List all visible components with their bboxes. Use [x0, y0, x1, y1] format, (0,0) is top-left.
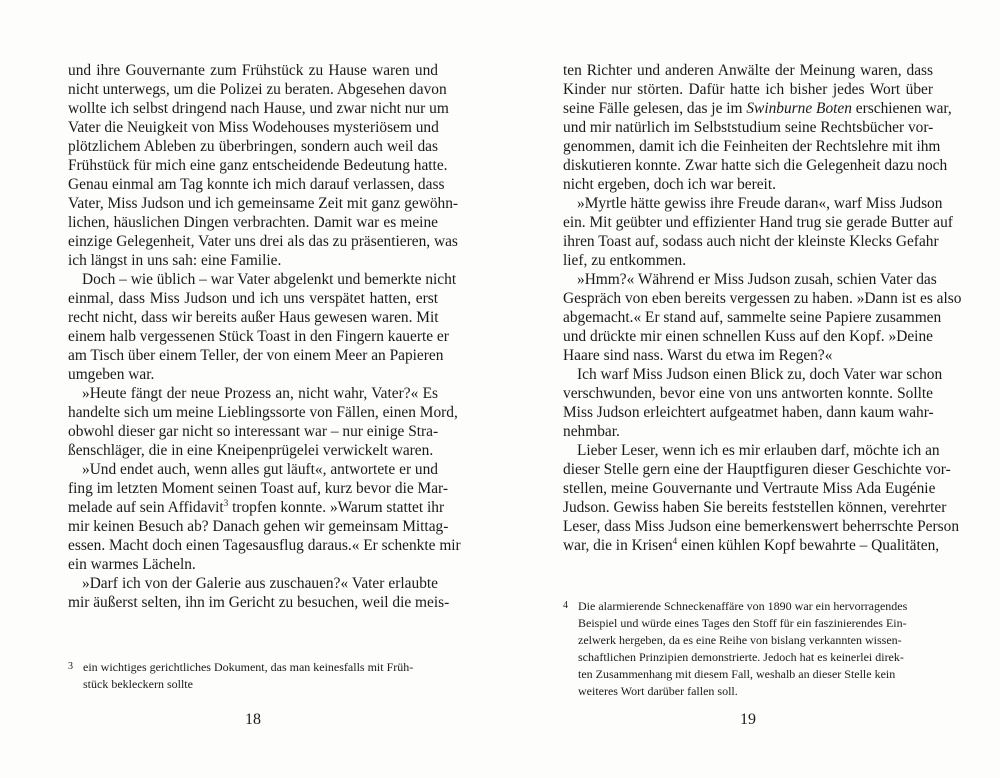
text-line: Gespräch von eben bereits vergessen zu haben. »Dann ist es also — [563, 290, 962, 307]
text-line: ein. Mit geübter und effizienter Hand trug sie gerade Butter auf — [563, 214, 953, 231]
text-line: Leser, dass Miss Judson eine bemerkenswert beherrschte Person — [563, 518, 960, 535]
text-line: lichen, häuslichen Dingen verbrachten. Damit war es meine — [68, 214, 438, 231]
text-line: handelte sich um meine Lieblingssorte von Fällen, einen Mord, — [68, 404, 458, 421]
footnote-line: zelwerk hergeben, da es eine Reihe von bislang verkannten wissen- — [578, 633, 902, 647]
text-line: diskutieren konnte. Zwar hatte sich die Gelegenheit dazu noch — [563, 157, 948, 174]
text-line: und ihre Gouvernante zum Frühstück zu Hause waren und — [68, 62, 438, 79]
text-line-with-footnote-ref — [563, 535, 940, 555]
text-line: Ich warf Miss Judson einen Blick zu, doch Vater war schon — [577, 366, 943, 383]
text-line: lief, zu entkommen. — [563, 252, 687, 269]
footnote-line: ten Zusammenhang mit diesem Fall, weshalb an dieser Stelle kein — [578, 667, 896, 681]
text-line: »Hmm?« Während er Miss Judson zusah, schien Vater das — [577, 271, 937, 288]
text-segment: war, die in Krisen — [563, 537, 673, 554]
footnote-ref: 3 — [223, 497, 229, 508]
footnote-line: stück bekleckern sollte — [83, 677, 193, 691]
text-line: ßenschläger, die in eine Kneipenprügelei verwickelt waren. — [68, 442, 434, 459]
text-line: Kinder nur störten. Dafür hatte ich bisher jedes Wort über — [563, 81, 933, 98]
left-page — [68, 0, 461, 778]
text-line: ein warmes Lächeln. — [68, 556, 196, 573]
text-line: mir äußerst selten, ihn im Gericht zu besuchen, weil die meis- — [68, 594, 450, 611]
footnote-line: Die alarmierende Schneckenaffäre von 1890 war ein hervorragendes — [578, 599, 908, 613]
text-line: stellen, meine Gouvernante und Vertraute Miss Ada Eugénie — [563, 480, 936, 497]
text-line: obwohl dieser gar nicht so interessant war – nur einige Stra- — [68, 423, 439, 440]
text-line: am Tisch über einem Teller, der von einem Meer an Papieren — [68, 347, 444, 364]
footnote-line: weiteres Wort darüber fallen soll. — [578, 684, 738, 698]
text-line: Genau einmal am Tag konnte ich mich darauf verlassen, dass — [68, 176, 445, 193]
text-line: verschwunden, bevor eine von uns antworten konnte. Sollte — [563, 385, 933, 402]
text-line: und mir natürlich im Selbststudium seine Rechtsbücher vor- — [563, 119, 934, 136]
footnote-number: 4 — [563, 600, 568, 611]
text-line: nehmbar. — [563, 423, 620, 440]
text-line: Lieber Leser, wenn ich es mir erlauben darf, möchte ich an — [577, 442, 940, 459]
text-line: ten Richter und anderen Anwälte der Meinung waren, dass — [563, 62, 933, 79]
right-page — [563, 0, 962, 778]
text-line: ich längst in uns sah: eine Familie. — [68, 252, 282, 269]
text-line: mir keinen Besuch ab? Danach gehen wir gemeinsam Mittag- — [68, 518, 449, 535]
text-line: Haare sind nass. Warst du etwa im Regen?« — [563, 347, 833, 364]
text-line-with-footnote-ref — [68, 497, 445, 517]
text-line: Vater, Miss Judson und ich gemeinsame Zeit mit ganz gewöhn- — [68, 195, 459, 212]
text-line: ihren Toast auf, sodass auch nicht der kleinste Klecks Gefahr — [563, 233, 939, 250]
publication-title: Swinburne Boten — [746, 100, 852, 117]
text-line: abgemacht.« Er stand auf, sammelte seine Papiere zusammen — [563, 309, 942, 326]
text-line: einem halb vergessenen Stück Toast in den Fingern kauerte er — [68, 328, 449, 345]
text-segment: erschienen war, — [851, 100, 952, 117]
text-line: fing im letzten Moment seinen Toast auf, kurz bevor die Mar- — [68, 480, 448, 497]
text-line: und drückte mir einen schnellen Kuss auf den Kopf. »Deine — [563, 328, 933, 345]
text-line: Frühstück für mich eine ganz entscheidende Bedeutung hatte. — [68, 157, 448, 174]
text-line: Judson. Gewiss haben Sie bereits feststellen können, verehrter — [563, 499, 947, 516]
text-segment: tropfen konnte. »Warum stattet ihr — [228, 499, 445, 516]
text-line: umgeben war. — [68, 366, 155, 383]
text-line: »Und endet auch, wenn alles gut läuft«, antwortete er und — [82, 461, 439, 478]
footnote-line: schaftlichen Prinzipien demonstrierte. Jedoch hat es keinerlei direk- — [578, 650, 904, 664]
text-line: Vater die Neuigkeit von Miss Wodehouses mysteriösem und — [68, 119, 439, 136]
text-line: nicht unterwegs, um die Polizei zu beraten. Abgesehen davon — [68, 81, 447, 98]
text-line: »Darf ich von der Galerie aus zuschauen?« Vater erlaubte — [82, 575, 438, 592]
text-line: »Heute fängt der neue Prozess an, nicht wahr, Vater?« Es — [82, 385, 438, 402]
text-segment: einen kühlen Kopf bewahrte – Qualitäten, — [677, 537, 940, 554]
text-segment: seine Fälle gelesen, das je im — [563, 100, 747, 117]
footnote-number: 3 — [68, 661, 73, 672]
text-line: dieser Stelle gern eine der Hauptfiguren dieser Geschichte vor- — [563, 461, 951, 478]
footnote-line: ein wichtiges gerichtliches Dokument, das man keinesfalls mit Früh- — [83, 660, 414, 674]
text-segment: melade auf sein Affidavit — [68, 499, 224, 516]
text-line: recht nicht, dass wir bereits außer Haus gewesen waren. Mit — [68, 309, 439, 326]
text-line: plötzlichem Ableben zu überbringen, sondern auch weil das — [68, 138, 438, 155]
text-line: genommen, damit ich die Feinheiten der Rechtslehre mit ihm — [563, 138, 941, 155]
footnote-line: Beispiel und würde eines Tages den Stoff für ein faszinierendes Ein- — [578, 616, 907, 630]
text-line: Miss Judson erleichtert aufgeatmet haben, dann kaum wahr- — [563, 404, 934, 421]
text-line: essen. Macht doch einen Tagesausflug daraus.« Er schenkte mir — [68, 537, 461, 554]
footnote-ref: 4 — [672, 535, 678, 546]
text-line: nicht ergeben, doch ich war bereit. — [563, 176, 776, 193]
page-number: 18 — [245, 711, 261, 728]
text-line: »Myrtle hätte gewiss ihre Freude daran«, warf Miss Judson — [577, 195, 943, 212]
text-line: einmal, dass Miss Judson und ich uns verspätet hatten, erst — [68, 290, 438, 307]
text-line: einzige Gelegenheit, Vater uns drei als das zu präsentieren, was — [68, 233, 458, 250]
text-line: Doch – wie üblich – war Vater abgelenkt und bemerkte nicht — [82, 271, 457, 288]
text-line-with-italic — [563, 99, 952, 118]
text-line: wollte ich selbst dringend nach Hause, und zwar nicht nur um — [68, 100, 449, 117]
page-number: 19 — [740, 711, 756, 728]
